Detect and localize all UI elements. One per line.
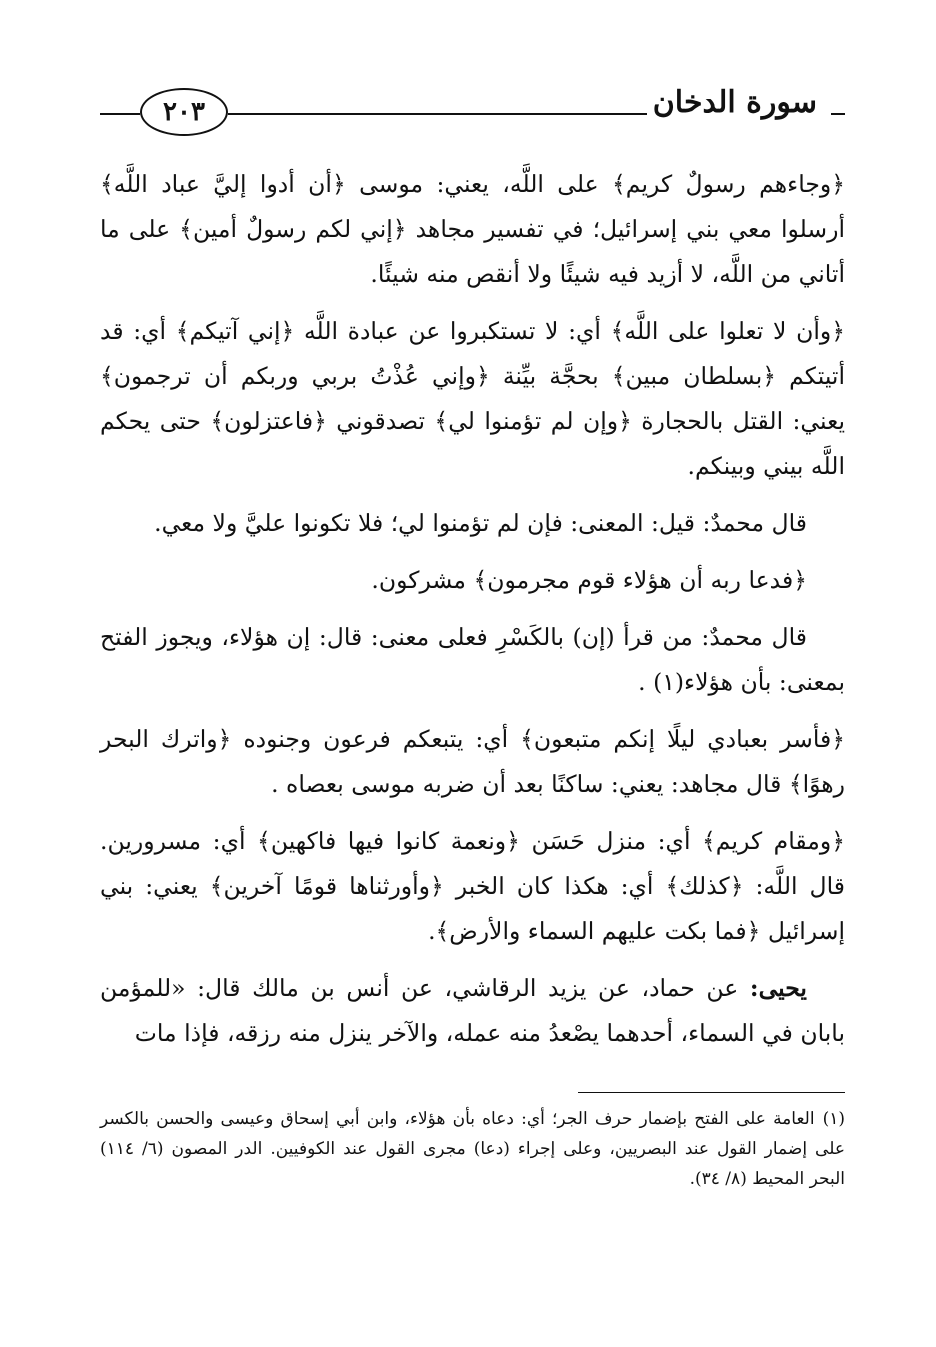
paragraph-8 [100, 966, 845, 1056]
footnote [100, 1104, 845, 1194]
footnote-marker: (١) [822, 1109, 845, 1129]
paragraph-6: ﴿فأسر بعبادي ليلًا إنكم متبعون﴾ أي: يتبعكم فرعون وجنوده ﴿واترك البحر رهوًا﴾ قال مجاهد: يعني: ساكنًا بعد أن ضربه موسى بعصاه . [100, 725, 845, 798]
page-number: ٢٠٣ [140, 88, 228, 136]
paragraph-7: ﴿ومقام كريم﴾ أي: منزل حَسَن ﴿ونعمة كانوا فيها فاكهين﴾ أي: مسرورين. قال اللَّه: ﴿كذلك﴾ أي: هكذا كان الخبر ﴿وأورثناها قومًا آخرين﴾ يعني: بني إسرائيل ﴿فما بكت عليهم السماء والأرض﴾. [100, 827, 845, 945]
header-rule-right [831, 113, 845, 115]
header-rule-left [100, 113, 140, 115]
paragraph-1: ﴿وجاءهم رسولٌ كريم﴾ على اللَّه، يعني: موسى ﴿أن أدوا إليَّ عباد اللَّه﴾ أرسلوا معي بني إسرائيل؛ في تفسير مجاهد ﴿إني لكم رسولٌ أمين﴾ على ما أتاني من اللَّه، لا أزيد فيه شيئًا ولا أنقص منه شيئًا. [100, 170, 845, 288]
paragraph-8-text: عن حماد، عن يزيد الرقاشي، عن أنس بن مالك قال: «للمؤمن بابان في السماء، أحدهما يصْعدُ منه عمله، والآخر ينزل منه رزقه، فإذا مات [100, 974, 845, 1047]
narrator-lead: يحيى: [749, 974, 807, 1002]
paragraph-3: قال محمدٌ: قيل: المعنى: فإن لم تؤمنوا لي؛ فلا تكونوا عليَّ ولا معي. [154, 509, 807, 537]
paragraph-2: ﴿وأن لا تعلوا على اللَّه﴾ أي: لا تستكبروا عن عبادة اللَّه ﴿إني آتيكم﴾ أي: قد أتيتكم ﴿بسلطان مبين﴾ بحجَّة بيِّنة ﴿وإني عُذْتُ بربي وربكم أن ترجمون﴾ يعني: القتل بالحجارة ﴿وإن لم تؤمنوا لي﴾ تصدقوني ﴿فاعتزلون﴾ حتى يحكم اللَّه بيني وبينكم. [100, 317, 845, 480]
paragraph-5: قال محمدٌ: من قرأ (إن) بالكَسْرِ فعلى معنى: قال: إن هؤلاء، ويجوز الفتح بمعنى: بأن هؤلاء(١) . [100, 623, 845, 696]
header-rule-middle [228, 113, 658, 115]
main-text [100, 162, 845, 1068]
footnote-text: العامة على الفتح بإضمار حرف الجر؛ أي: دعاه بأن هؤلاء، وابن أبي إسحاق وعيسى والحسن بالكسر على إضمار القول عند البصريين، وعلى إجراء (دعا) مجرى القول عند الكوفيين. الدر المصون (٦/ ١١٤) البحر المحيط (٨/ ٣٤). [100, 1109, 845, 1189]
footnote-divider [578, 1092, 845, 1093]
paragraph-4: ﴿فدعا ربه أن هؤلاء قوم مجرمون﴾ مشركون. [371, 566, 807, 594]
surah-title: سورة الدخان [647, 85, 823, 120]
page-header [100, 80, 845, 140]
